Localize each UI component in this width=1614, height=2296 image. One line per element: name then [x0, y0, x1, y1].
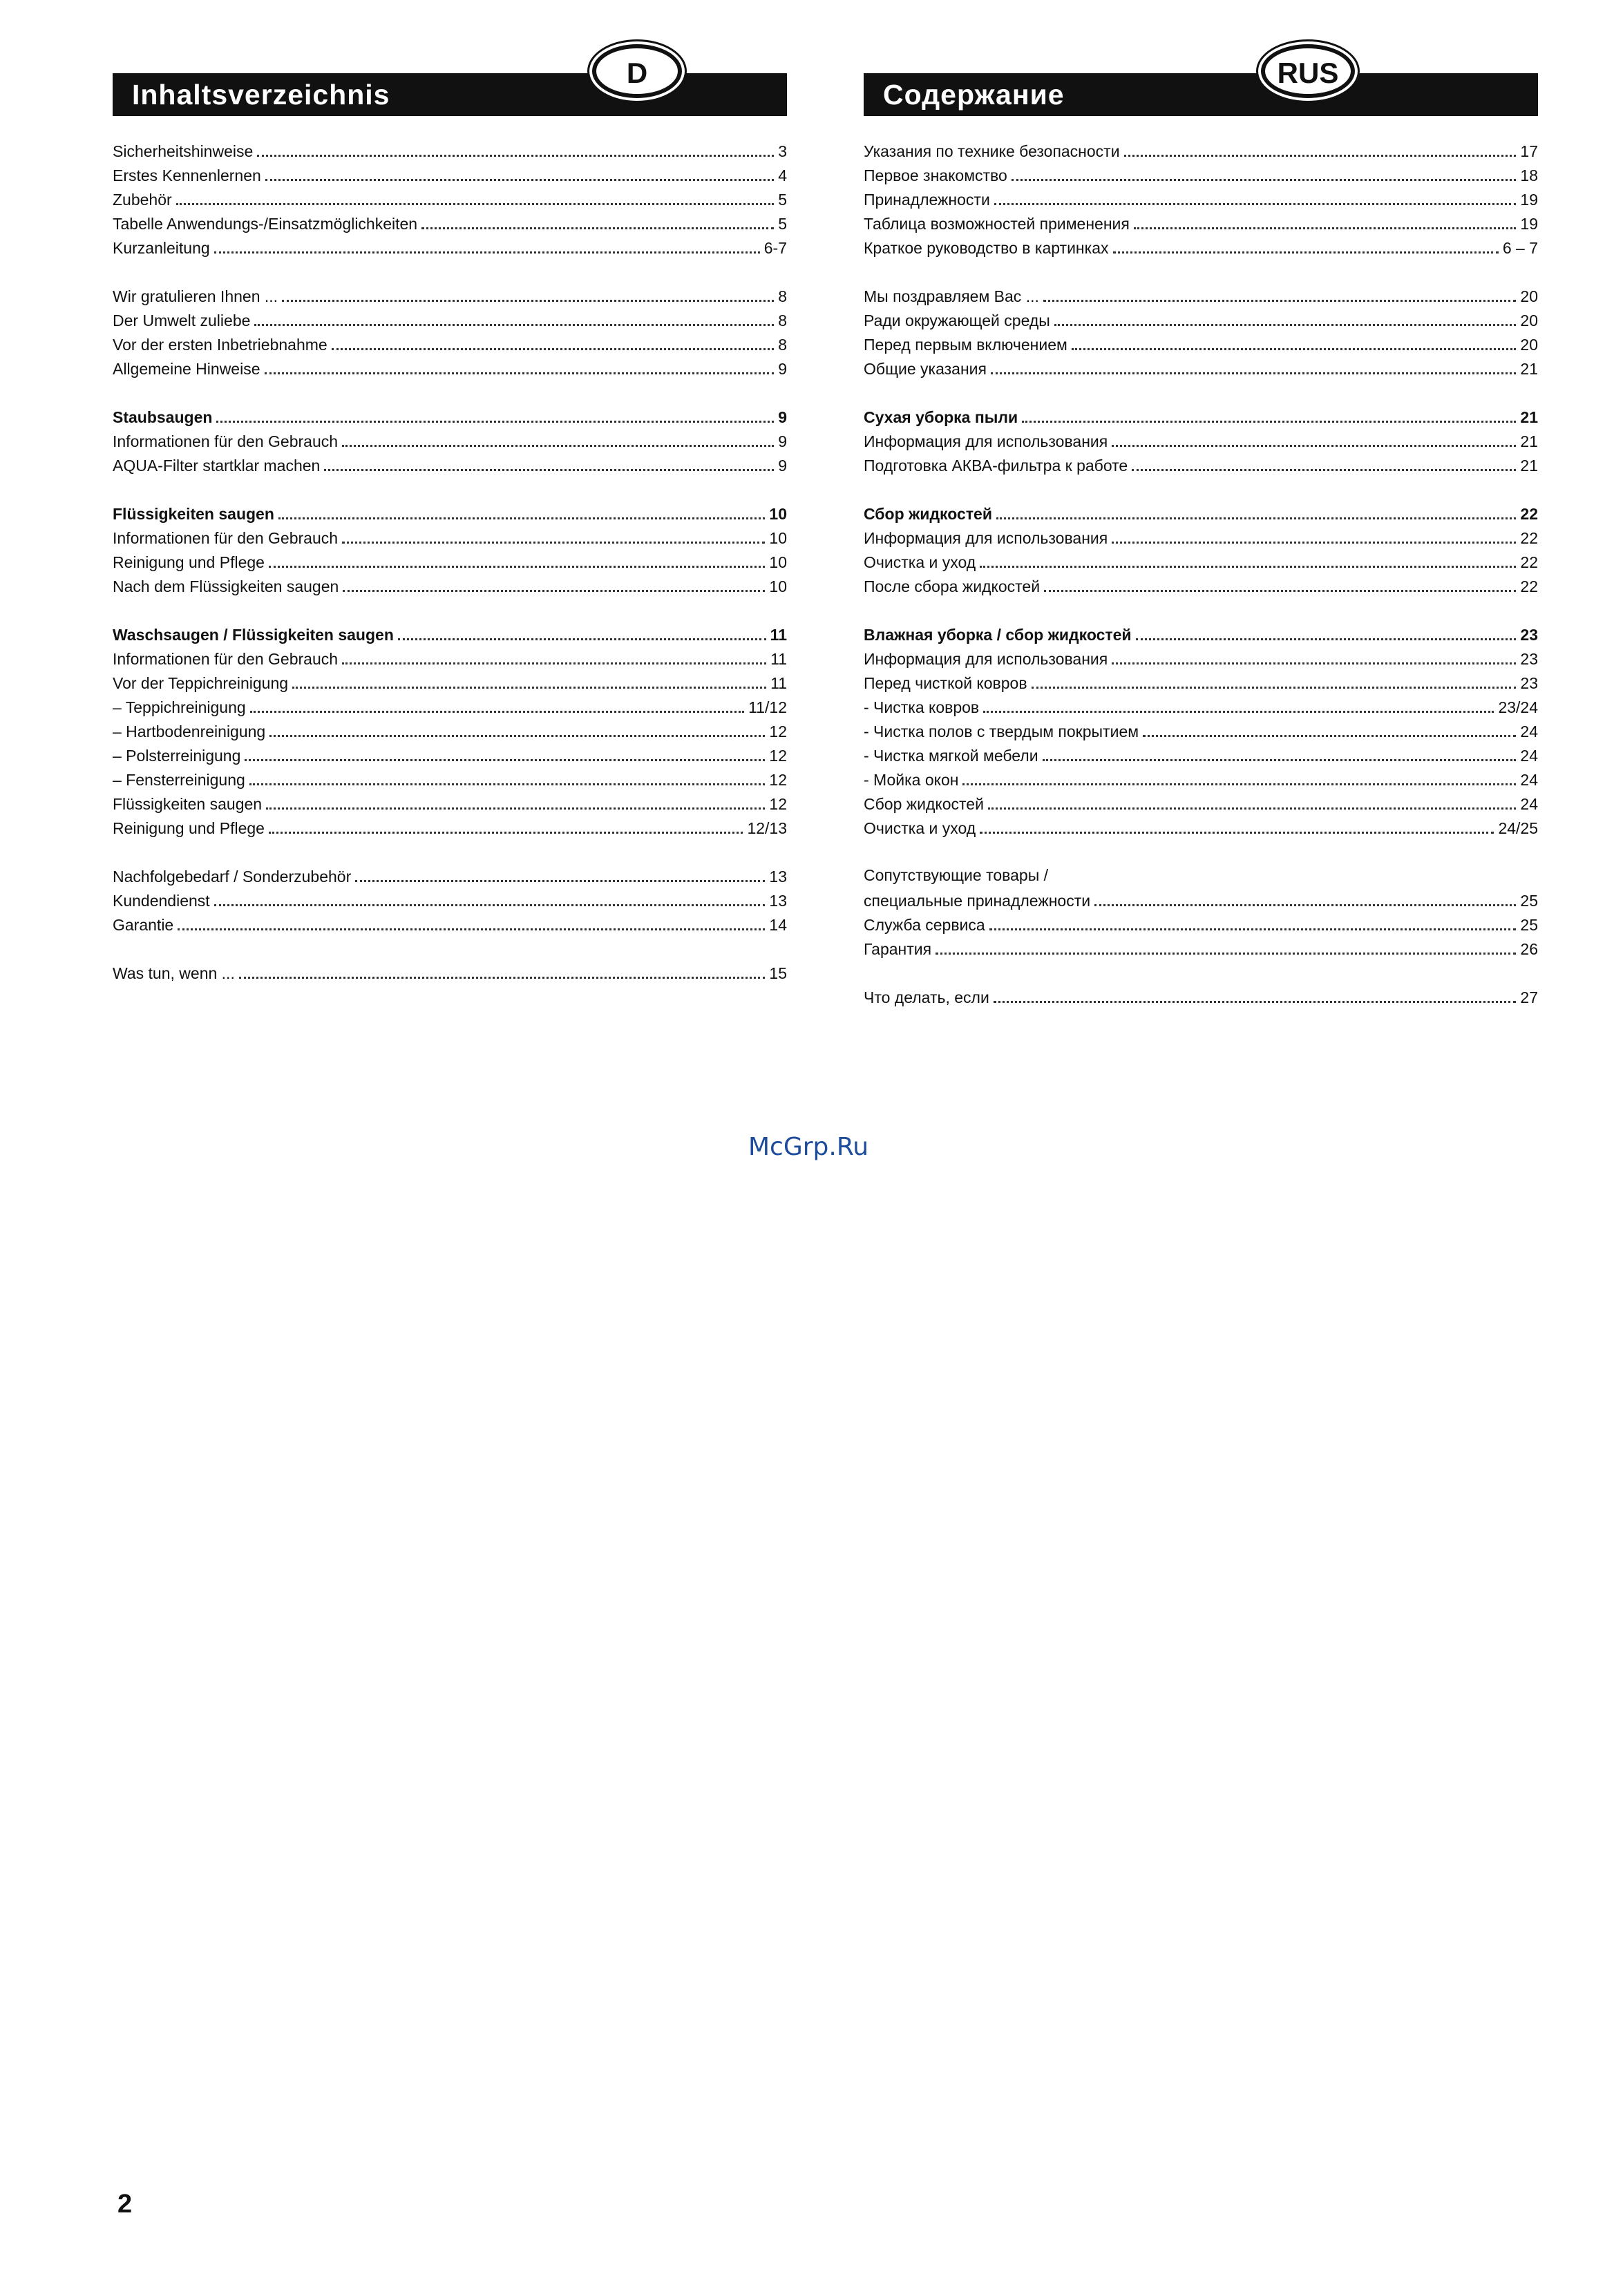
toc-entry-title: Sicherheitshinweise [113, 142, 254, 160]
toc-entry-page: 14 [769, 916, 787, 934]
toc-entry-page: 4 [778, 166, 787, 184]
toc-entry[interactable] [113, 525, 787, 549]
toc-entry-page: 17 [1520, 142, 1538, 160]
russian-toc-column [864, 57, 1538, 1033]
dot-leader [1112, 428, 1516, 447]
dot-leader [980, 815, 1494, 834]
toc-entry-page: 6-7 [763, 239, 787, 257]
toc-entry-page: 11 [770, 674, 787, 692]
toc-entry[interactable] [864, 186, 1538, 211]
toc-entry-page: 5 [778, 215, 787, 233]
dot-leader [1043, 283, 1517, 302]
toc-entry-title: Reinigung und Pflege [113, 819, 265, 837]
russian-toc-list [864, 138, 1538, 1008]
toc-entry-page: 9 [778, 360, 787, 378]
toc-entry[interactable] [113, 211, 787, 235]
toc-section [113, 283, 787, 380]
toc-entry-page: 24 [1520, 771, 1538, 789]
toc-entry[interactable] [864, 235, 1538, 259]
toc-entry-page: 22 [1520, 529, 1538, 547]
toc-entry[interactable] [864, 670, 1538, 694]
dot-leader [239, 960, 766, 979]
toc-section [864, 863, 1538, 960]
toc-entry-title: Zubehör [113, 191, 172, 209]
toc-entry-title: Информация для использования [864, 529, 1108, 547]
toc-entry[interactable] [113, 743, 787, 767]
toc-entry-page: 11 [770, 626, 787, 644]
dot-leader [332, 332, 775, 350]
toc-entry-page: 8 [778, 336, 787, 354]
toc-entry-page: 8 [778, 287, 787, 305]
toc-entry[interactable] [864, 743, 1538, 767]
toc-entry[interactable] [864, 356, 1538, 380]
toc-entry-page: 23 [1520, 626, 1538, 644]
toc-entry-page: 12 [769, 747, 787, 765]
german-toc-title: Inhaltsverzeichnis [113, 73, 787, 116]
dot-leader [269, 549, 765, 568]
dot-leader [994, 186, 1517, 205]
toc-entry-title: Flüssigkeiten saugen [113, 795, 263, 813]
toc-entry-page: 9 [778, 408, 787, 426]
toc-entry-page: 10 [769, 553, 787, 571]
dot-leader [980, 549, 1516, 568]
toc-entry-title: Служба сервиса [864, 916, 985, 934]
toc-section [864, 138, 1538, 259]
watermark[interactable]: McGrp.Ru [748, 1133, 869, 1161]
toc-entry[interactable] [113, 767, 787, 791]
toc-entry[interactable] [864, 162, 1538, 186]
toc-entry[interactable] [113, 501, 787, 525]
toc-entry-title: Nach dem Flüssigkeiten saugen [113, 577, 339, 595]
dot-leader [962, 767, 1516, 785]
dot-leader [342, 646, 766, 664]
toc-entry-title: Информация для использования [864, 432, 1108, 450]
toc-entry-title: Flüssigkeiten saugen [113, 505, 274, 523]
dot-leader [269, 815, 743, 834]
toc-entry[interactable] [864, 211, 1538, 235]
toc-entry-page: 13 [769, 868, 787, 886]
toc-entry-page: 8 [778, 312, 787, 329]
toc-entry-title: Informationen für den Gebrauch [113, 529, 339, 547]
toc-entry-page: 9 [778, 432, 787, 450]
toc-entry-page: 20 [1520, 336, 1538, 354]
toc-entry[interactable] [113, 186, 787, 211]
toc-entry[interactable] [113, 162, 787, 186]
dot-leader [989, 912, 1517, 930]
toc-entry[interactable] [113, 573, 787, 597]
toc-entry[interactable] [864, 718, 1538, 743]
toc-entry-title: Таблица возможностей применения [864, 215, 1130, 233]
toc-entry-page: 21 [1520, 408, 1538, 426]
toc-entry-title: Garantie [113, 916, 174, 934]
toc-entry[interactable] [113, 863, 787, 888]
toc-section [864, 984, 1538, 1008]
dot-leader [269, 718, 765, 737]
toc-entry[interactable] [864, 138, 1538, 162]
toc-entry-page: 11 [770, 650, 787, 668]
toc-entry-title: – Fensterreinigung [113, 771, 245, 789]
toc-entry-page: 25 [1520, 892, 1538, 910]
toc-entry-title: - Мойка окон [864, 771, 959, 789]
toc-entry[interactable] [113, 718, 787, 743]
dot-leader [1124, 138, 1517, 157]
toc-section [113, 501, 787, 597]
toc-entry[interactable] [113, 235, 787, 259]
dot-leader [1094, 888, 1516, 906]
toc-entry-title: Ради окружающей среды [864, 312, 1050, 329]
toc-entry[interactable] [864, 646, 1538, 670]
toc-entry-title: Was tun, wenn ... [113, 964, 235, 982]
german-toc-list [113, 138, 787, 984]
dot-leader [176, 186, 775, 205]
dot-leader [355, 863, 765, 882]
dot-leader [324, 452, 774, 471]
dot-leader [1032, 670, 1517, 689]
toc-entry-title: Влажная уборка / сбор жидкостей [864, 626, 1132, 644]
toc-entry-title: Указания по технике безопасности [864, 142, 1120, 160]
toc-entry[interactable] [864, 573, 1538, 597]
dot-leader [245, 743, 765, 761]
toc-entry[interactable] [864, 791, 1538, 815]
dot-leader [278, 501, 766, 519]
toc-entry[interactable] [113, 646, 787, 670]
german-toc-column [113, 57, 787, 1008]
toc-entry[interactable] [864, 404, 1538, 428]
toc-section [113, 622, 787, 839]
toc-entry[interactable] [864, 452, 1538, 477]
toc-entry-title: Сухая уборка пыли [864, 408, 1018, 426]
toc-entry[interactable] [864, 549, 1538, 573]
toc-entry-page: 24/25 [1498, 819, 1538, 837]
toc-entry-title: Принадлежности [864, 191, 990, 209]
toc-entry-title: – Hartbodenreinigung [113, 723, 266, 740]
toc-entry-page: 21 [1520, 457, 1538, 475]
toc-entry[interactable] [113, 791, 787, 815]
toc-entry[interactable] [113, 960, 787, 984]
toc-entry-title: Очистка и уход [864, 553, 976, 571]
dot-leader [398, 622, 766, 640]
toc-entry-title: Краткое руководство в картинках [864, 239, 1109, 257]
dot-leader [249, 767, 766, 785]
toc-entry-title: Что делать, если [864, 988, 989, 1006]
dot-leader [343, 573, 765, 592]
toc-entry-page: 3 [778, 142, 787, 160]
toc-entry-title: Reinigung und Pflege [113, 553, 265, 571]
dot-leader [1113, 235, 1499, 253]
toc-entry-title: AQUA-Filter startklar machen [113, 457, 321, 475]
dot-leader [421, 211, 774, 229]
language-badge-ru: RUS [1261, 44, 1355, 98]
toc-entry[interactable] [113, 888, 787, 912]
toc-entry-page: 24 [1520, 723, 1538, 740]
toc-entry-page: 20 [1520, 312, 1538, 329]
dot-leader [292, 670, 766, 689]
toc-entry[interactable] [113, 428, 787, 452]
toc-entry-title: Гарантия [864, 940, 932, 958]
toc-entry-page: 22 [1520, 505, 1538, 523]
toc-entry-title: – Polsterreinigung [113, 747, 241, 765]
dot-leader [216, 404, 774, 423]
toc-entry[interactable] [864, 332, 1538, 356]
dot-leader [988, 791, 1516, 810]
toc-entry[interactable] [113, 452, 787, 477]
toc-entry-page: 12 [769, 723, 787, 740]
toc-entry-page: 10 [769, 529, 787, 547]
toc-entry-page: 21 [1520, 360, 1538, 378]
toc-entry-title: Первое знакомство [864, 166, 1007, 184]
toc-entry-page: 23/24 [1498, 698, 1538, 716]
toc-entry-page: 24 [1520, 747, 1538, 765]
dot-leader [1136, 622, 1517, 640]
toc-entry[interactable] [864, 525, 1538, 549]
dot-leader [1132, 452, 1516, 471]
dot-leader [214, 888, 766, 906]
toc-entry-page: 5 [778, 191, 787, 209]
toc-entry-title: Информация для использования [864, 650, 1108, 668]
toc-entry-title: Allgemeine Hinweise [113, 360, 260, 378]
toc-entry-page: 19 [1520, 191, 1538, 209]
toc-entry[interactable] [113, 138, 787, 162]
german-toc-header [113, 57, 787, 119]
dot-leader [1143, 718, 1516, 737]
dot-leader [266, 791, 765, 810]
toc-entry[interactable] [864, 815, 1538, 839]
language-badge-de: D [592, 44, 682, 98]
toc-entry[interactable] [864, 694, 1538, 718]
dot-leader [983, 694, 1494, 713]
toc-entry-title: Tabelle Anwendungs-/Einsatzmöglichkeiten [113, 215, 418, 233]
toc-entry-page: 15 [769, 964, 787, 982]
toc-entry[interactable] [864, 936, 1538, 960]
toc-entry-title: Перед первым включением [864, 336, 1067, 354]
dot-leader [178, 912, 765, 930]
toc-entry-title: - Чистка полов с твердым покрытием [864, 723, 1139, 740]
dot-leader [1112, 646, 1516, 664]
toc-section [864, 404, 1538, 477]
toc-entry-page: 9 [778, 457, 787, 475]
toc-entry[interactable] [113, 622, 787, 646]
toc-entry[interactable] [864, 501, 1538, 525]
toc-entry[interactable] [864, 307, 1538, 332]
toc-entry[interactable] [864, 912, 1538, 936]
toc-entry[interactable] [864, 888, 1538, 912]
toc-entry-page: 24 [1520, 795, 1538, 813]
toc-entry-page: 12 [769, 795, 787, 813]
dot-leader [1054, 307, 1517, 326]
toc-entry-title: Kundendienst [113, 892, 210, 910]
toc-entry-title: Wir gratulieren Ihnen ... [113, 287, 278, 305]
toc-section [113, 404, 787, 477]
toc-entry-page: 6 – 7 [1502, 239, 1538, 257]
toc-section [113, 863, 787, 936]
toc-entry-title: Сопутствующие товары / [864, 866, 1049, 884]
dot-leader [1043, 743, 1517, 761]
dot-leader [1112, 525, 1516, 544]
toc-entry-title: - Чистка ковров [864, 698, 980, 716]
dot-leader [994, 984, 1517, 1003]
toc-entry-title: Подготовка АКВА-фильтра к работе [864, 457, 1128, 475]
dot-leader [1052, 864, 1534, 881]
toc-entry-title: Сбор жидкостей [864, 505, 992, 523]
toc-entry-title: - Чистка мягкой мебели [864, 747, 1038, 765]
toc-entry-title: Kurzanleitung [113, 239, 210, 257]
dot-leader [342, 525, 765, 544]
dot-leader [250, 694, 744, 713]
toc-section [113, 960, 787, 984]
toc-entry-page: 12 [769, 771, 787, 789]
toc-entry-title: Мы поздравляем Вас ... [864, 287, 1039, 305]
toc-entry-page: 11/12 [748, 698, 787, 716]
dot-leader [214, 235, 760, 253]
dot-leader [265, 356, 775, 374]
dot-leader [1044, 573, 1516, 592]
toc-entry-page: 21 [1520, 432, 1538, 450]
toc-entry[interactable] [113, 332, 787, 356]
dot-leader [1134, 211, 1517, 229]
toc-entry-title: Перед чисткой ковров [864, 674, 1027, 692]
dot-leader [265, 162, 774, 181]
toc-entry[interactable] [113, 356, 787, 380]
toc-entry-page: 18 [1520, 166, 1538, 184]
toc-entry-title: Очистка и уход [864, 819, 976, 837]
russian-toc-header [864, 57, 1538, 119]
toc-section [864, 501, 1538, 597]
toc-entry-page: 23 [1520, 650, 1538, 668]
dot-leader [342, 428, 774, 447]
dot-leader [1072, 332, 1517, 350]
toc-entry[interactable] [864, 428, 1538, 452]
dot-leader [257, 138, 774, 157]
toc-entry[interactable] [113, 307, 787, 332]
toc-entry-page: 25 [1520, 916, 1538, 934]
toc-entry-page: 12/13 [747, 819, 787, 837]
toc-entry-title: После сбора жидкостей [864, 577, 1041, 595]
toc-entry-page: 10 [769, 577, 787, 595]
toc-entry-title: Vor der ersten Inbetriebnahme [113, 336, 327, 354]
toc-entry-page: 22 [1520, 553, 1538, 571]
toc-entry-page: 20 [1520, 287, 1538, 305]
toc-entry-title: Waschsaugen / Flüssigkeiten saugen [113, 626, 394, 644]
russian-toc-title: Содержание [864, 73, 1538, 116]
toc-entry-title: Vor der Teppichreinigung [113, 674, 289, 692]
toc-entry[interactable] [113, 694, 787, 718]
toc-entry-page: 23 [1520, 674, 1538, 692]
toc-entry[interactable] [113, 549, 787, 573]
toc-entry[interactable] [864, 622, 1538, 646]
toc-entry-page: 19 [1520, 215, 1538, 233]
toc-entry-title: Informationen für den Gebrauch [113, 650, 339, 668]
toc-entry-page: 27 [1520, 988, 1538, 1006]
toc-entry[interactable] [113, 815, 787, 839]
toc-entry[interactable] [113, 670, 787, 694]
toc-section [113, 138, 787, 259]
toc-entry-title: Общие указания [864, 360, 987, 378]
toc-entry-page: 26 [1520, 940, 1538, 958]
toc-section [864, 283, 1538, 380]
dot-leader [991, 356, 1516, 374]
dot-leader [282, 283, 774, 302]
dot-leader [996, 501, 1516, 519]
page-number: 2 [117, 2190, 133, 2219]
dot-leader [1012, 162, 1517, 181]
toc-entry-page: 13 [769, 892, 787, 910]
toc-entry[interactable] [864, 767, 1538, 791]
toc-entry[interactable] [113, 404, 787, 428]
toc-entry-title: Der Umwelt zuliebe [113, 312, 251, 329]
toc-entry[interactable] [864, 283, 1538, 307]
toc-entry[interactable] [113, 283, 787, 307]
dot-leader [254, 307, 774, 326]
dot-leader [1022, 404, 1516, 423]
toc-entry-page: 22 [1520, 577, 1538, 595]
toc-entry-title: Сбор жидкостей [864, 795, 984, 813]
toc-entry[interactable] [864, 863, 1538, 888]
dot-leader [936, 936, 1516, 955]
toc-entry[interactable] [864, 984, 1538, 1008]
toc-entry-title: Nachfolgebedarf / Sonderzubehör [113, 868, 352, 886]
toc-entry-title: Erstes Kennenlernen [113, 166, 261, 184]
toc-entry[interactable] [113, 912, 787, 936]
toc-section [864, 622, 1538, 839]
toc-entry-title: – Teppichreinigung [113, 698, 246, 716]
toc-entry-title: Informationen für den Gebrauch [113, 432, 339, 450]
toc-entry-title: специальные принадлежности [864, 892, 1091, 910]
toc-entry-title: Staubsaugen [113, 408, 213, 426]
toc-entry-page: 10 [769, 505, 787, 523]
